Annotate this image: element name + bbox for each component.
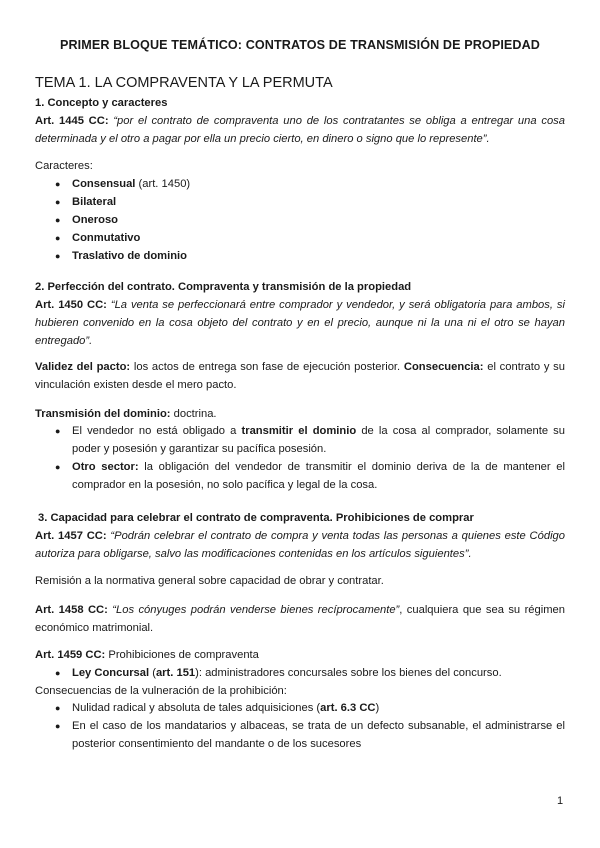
validez-paragraph: Validez del pacto: los actos de entrega son fase de ejecución posterior. Consecuencia: el contrato y su vinculación existen desde el mero pacto. [35,361,565,391]
bullet-icon: ● [55,215,61,225]
bullet-icon: ● [55,179,61,189]
bullet-icon: ● [55,233,61,243]
transmision-list [35,422,565,494]
art-1450-paragraph [35,296,565,350]
list-item: ● Conmutativo [35,229,565,247]
document-title: PRIMER BLOQUE TEMÁTICO: CONTRATOS DE TRANSMISIÓN DE PROPIEDAD [59,38,540,52]
list-item: ● El vendedor no está obligado a transmitir el dominio de la cosa al comprador, solamente su poder y posesión y garantizar su pacífica posesión. [35,422,565,458]
page-number: 1 [557,795,564,807]
section-1-heading: 1. Concepto y caracteres [35,97,168,109]
art-1450-text: “La venta se perfeccionará entre comprador y vendedor, y será obligatoria para ambos, si hubieren convenido en la cosa objeto del contrato y en el precio, aunque ni la una ni el otro se hayan entregado”. [35,299,565,347]
list-item: ● Bilateral [35,193,565,211]
bullet-icon: ● [55,703,61,713]
consecuencias-list [35,699,565,753]
art-1445-ref: Art. 1445 CC: [35,115,109,127]
list-item: ● En el caso de los mandatarios y albaceas, se trata de un defecto subsanable, el administrarse el posterior consentimiento del mandante o de los sucesores [35,717,565,753]
list-item: ● Ley Concursal (art. 151): administradores concursales sobre los bienes del concurso. [35,664,565,682]
bullet-icon: ● [55,426,61,436]
ley-concursal-list [35,664,565,682]
list-item: ● Otro sector: la obligación del vendedor de transmitir el dominio deriva de la de mantener el comprador en la posesión, no solo pacífica y legal de la cosa. [35,458,565,494]
bullet-icon: ● [55,668,61,678]
list-item: ● Traslativo de dominio [35,247,565,265]
section-2-heading: 2. Perfección del contrato. Compraventa y transmisión de la propiedad [35,281,412,293]
section-3-heading: 3. Capacidad para celebrar el contrato de compraventa. Prohibiciones de comprar [38,512,474,524]
art-1445-paragraph [35,112,565,148]
list-item: ● Nulidad radical y absoluta de tales adquisiciones (art. 6.3 CC) [35,699,565,717]
art-1457-paragraph [35,527,565,563]
art-1445-text: “por el contrato de compraventa uno de los contratantes se obliga a entregar una cosa determinada y el otro a pagar por ella un precio cierto, en dinero o signo que lo represente”. [35,115,565,145]
bullet-icon: ● [55,197,61,207]
bullet-icon: ● [55,462,61,472]
caracteres-list [35,175,565,265]
consecuencias-label: Consecuencias de la vulneración de la prohibición: [35,685,287,697]
transmision-paragraph: Transmisión del dominio: doctrina. [35,408,217,420]
tema-heading: TEMA 1. LA COMPRAVENTA Y LA PERMUTA [35,75,333,91]
art-1450-ref: Art. 1450 CC: [35,299,107,311]
remision-paragraph: Remisión a la normativa general sobre capacidad de obrar y contratar. [35,575,384,587]
art-1459-paragraph: Art. 1459 CC: Prohibiciones de compraventa [35,649,259,661]
list-item: ● Consensual (art. 1450) [35,175,565,193]
list-item: ● Oneroso [35,211,565,229]
art-1457-ref: Art. 1457 CC: [35,530,107,542]
art-1457-text: “Podrán celebrar el contrato de compra y venta todas las personas a quienes este Código autoriza para obligarse, salvo las modificaciones contenidas en los artículos siguientes”. [35,530,565,560]
caracteres-label: Caracteres: [35,160,93,172]
art-1458-paragraph: Art. 1458 CC: “Los cónyuges podrán venderse bienes recíprocamente”, cualquiera que sea su régimen económico matrimonial. [35,604,565,634]
bullet-icon: ● [55,721,61,731]
bullet-icon: ● [55,251,61,261]
